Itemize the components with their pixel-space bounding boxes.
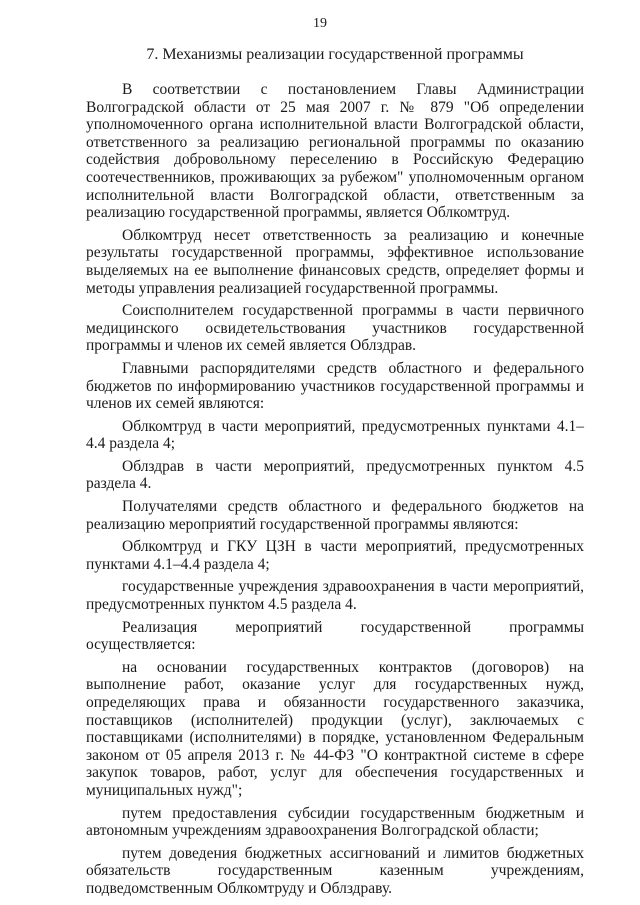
paragraph-recipients: Получателями средств областного и федерального бюджетов на реализацию мероприятий государственной программы являются: <box>86 498 584 533</box>
section-heading: 7. Механизмы реализации государственной программы <box>146 46 524 63</box>
paragraph-contracts: на основании государственных контрактов (договоров) на выполнение работ, оказание услуг для государственных нужд, определяющих права и обязанности государственного заказчика, поставщиков (исполнителей) продукции (услуг), заключаемых с поставщиками (исполнителями) в порядке, установленном Федеральным законом от 05 апреля 2013 г. № 44-ФЗ "О контрактной системе в сфере закупок товаров, работ, услуг для обеспечения государственных и муниципальных нужд"; <box>86 658 584 799</box>
paragraph-authorized-body: В соответствии с постановлением Главы Администрации Волгоградской области от 25 мая 2007 г. № 879 "Об определении уполномоченного органа исполнительной власти Волгоградской области, ответственного за реализацию региональной программы по оказанию содействия добровольному переселению в Российскую Федерацию соотечественников, проживающих за рубежом" уполномоченным органом исполнительной власти Волгоградской области, ответственным за реализацию государственной программы, является Облкомтруд. <box>86 81 584 222</box>
paragraph-recipients-health: государственные учреждения здравоохранения в части мероприятий, предусмотренных пунктом 4.5 раздела 4. <box>86 578 584 614</box>
paragraph-co-executor: Соисполнителем государственной программы в части первичного медицинского освидетельствования участников государственной программы и членов их семей является Облздрав. <box>86 302 584 355</box>
paragraph-budget-allocations: путем доведения бюджетных ассигнований и лимитов бюджетных обязательств государственным казенным учреждениям, подведомственным Облкомтруду и Облздраву. <box>86 844 584 897</box>
paragraph-chief-managers: Главными распорядителями средств областного и федерального бюджетов по информированию участников государственной программы и членов их семей являются: <box>86 359 584 413</box>
paragraph-subsidies: путем предоставления субсидии государственным бюджетным и автономным учреждениям здравоохранения Волгоградской области; <box>86 804 584 840</box>
paragraph-recipients-czn: Облкомтруд и ГКУ ЦЗН в части мероприятий, предусмотренных пунктами 4.1–4.4 раздела 4; <box>86 538 584 573</box>
paragraph-implementation: Реализация мероприятий государственной программы осуществляется: <box>86 618 584 654</box>
paragraph-responsibility: Облкомтруд несет ответственность за реализацию и конечные результаты государственной программы, эффективное использование выделяемых на ее выполнение финансовых средств, определяет формы и методы управления реализацией государственной программы. <box>86 226 584 297</box>
section-body <box>86 81 584 903</box>
paragraph-oblkomtrud-part: Облкомтруд в части мероприятий, предусмотренных пунктами 4.1–4.4 раздела 4; <box>86 417 584 453</box>
paragraph-oblzdrav-part: Облздрав в части мероприятий, предусмотренных пунктом 4.5 раздела 4. <box>86 457 584 493</box>
page-number: 19 <box>313 16 327 31</box>
